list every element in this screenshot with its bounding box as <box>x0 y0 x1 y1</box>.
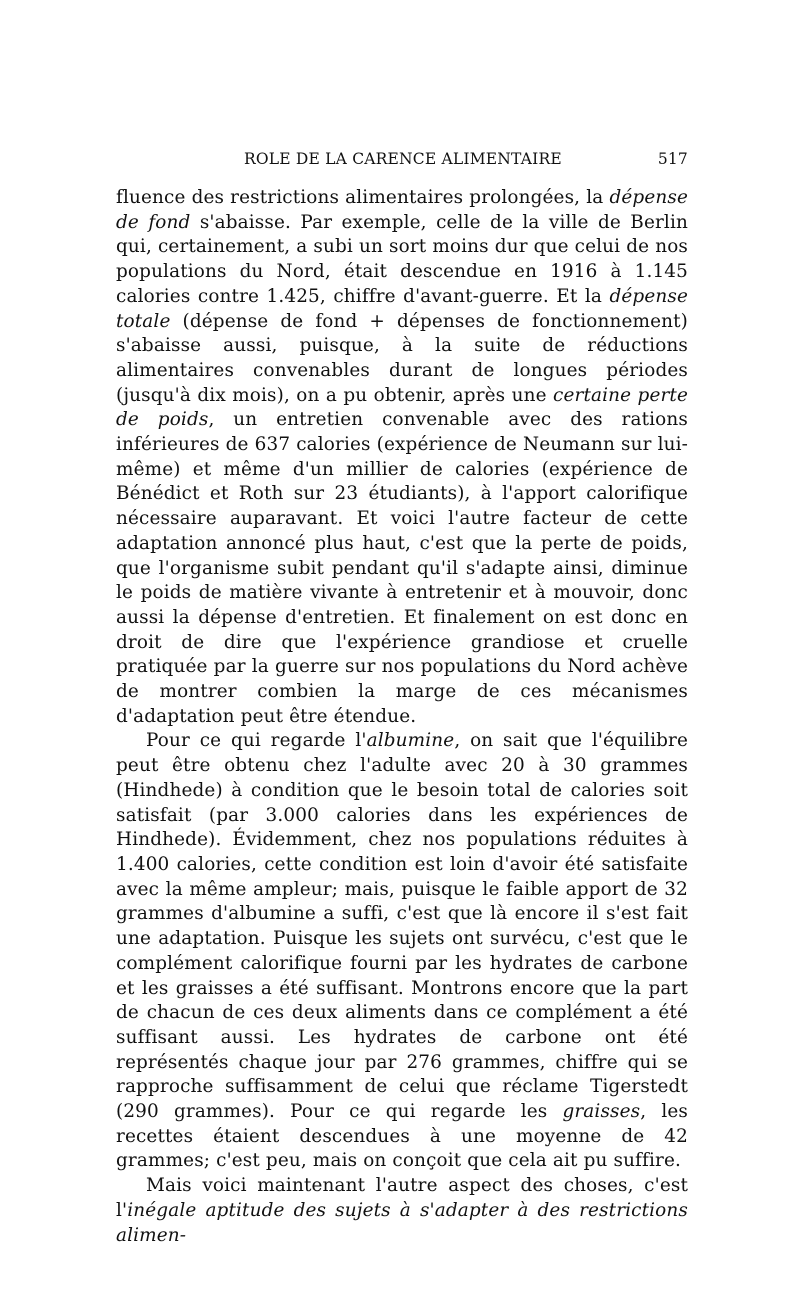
text-run: , un entretien convenable avec des rations inférieures de 637 calories (expérience de Neumann sur lui-même) et même d'un millier de calories (expérience de Bénédict et Roth sur 23 étudiants), à l'apport calorifique nécessaire auparavant. Et voici l'autre facteur de cette adaptation annoncé plus haut, c'est que la perte de poids, que l'organisme subit pendant qu'il s'adapte ainsi, diminue le poids de matière vivante à entretenir et à mouvoir, donc aussi la dépense d'entretien. Et finalement on est donc en droit de dire que l'expérience grandiose et cruelle pratiquée par la guerre sur nos populations du Nord achève de montrer combien la marge de ces mécanismes d'adaptation peut être étendue. <box>116 409 688 727</box>
running-head-title: ROLE DE LA CARENCE ALIMENTAIRE <box>244 150 562 168</box>
text-run: s'abaisse. Par exemple, celle de la ville de Berlin qui, certainement, a subi un sort moins dur que celui de nos populations du Nord, était descendue en 1916 à 1.145 calories contre 1.425, chiffre d'avant-guerre. Et la <box>116 211 688 307</box>
text-run: fluence des restrictions alimentaires prolongées, la <box>116 187 610 208</box>
body-text <box>116 186 688 1248</box>
text-run: , on sait que l'équilibre peut être obtenu chez l'adulte avec 20 à 30 grammes (Hindhede) à condition que le besoin total de calories soit satisfait (par 3.000 calories dans les expériences de Hindhede). Évidemment, chez nos populations réduites à 1.400 calories, cette condition est loin d'avoir été satisfaite avec la même ampleur; mais, puisque le faible apport de 32 grammes d'albumine a suffi, c'est que là encore il s'est fait une adaptation. Puisque les sujets ont survécu, c'est que le complément calorifique fourni par les hydrates de carbone et les graisses a été suffisant. Montrons encore que la part de chacun de ces deux aliments dans ce complément a été suffisant aussi. Les hydrates de carbone ont été représentés chaque jour par 276 grammes, chiffre qui se rapproche suffisamment de celui que réclame Tigerstedt (290 grammes). Pour ce qui regarde les <box>116 730 688 1123</box>
italic-term: dépense totale <box>116 285 688 332</box>
text-run: Mais voici maintenant l'autre aspect des choses, c'est l' <box>116 1175 688 1221</box>
text-run: (dépense de fond + dépenses de fonctionnement) s'abaisse aussi, puisque, à la suite de réductions alimentaires convenables durant de longues périodes (jusqu'à dix mois), on a pu obtenir, après une <box>116 310 688 406</box>
italic-term: dépense de fond <box>116 187 688 233</box>
italic-term: inégale aptitude des sujets à s'adapter à des restrictions alimen- <box>116 1199 688 1246</box>
paragraph-adaptation-aptitude <box>116 1174 688 1248</box>
running-head <box>116 150 688 174</box>
text-run: , les recettes étaient descendues à une moyenne de 42 grammes; c'est peu, mais on conçoit que cela ait pu suffire. <box>116 1101 688 1172</box>
text-run: Pour ce qui regarde l' <box>146 730 367 752</box>
italic-term: albumine <box>366 730 455 752</box>
italic-term: graisses <box>562 1101 641 1123</box>
page-number: 517 <box>657 150 688 168</box>
paragraph-albumin <box>116 729 688 1174</box>
paragraph-energy-expenditure <box>116 186 688 729</box>
italic-term: certaine perte de poids <box>116 384 689 431</box>
